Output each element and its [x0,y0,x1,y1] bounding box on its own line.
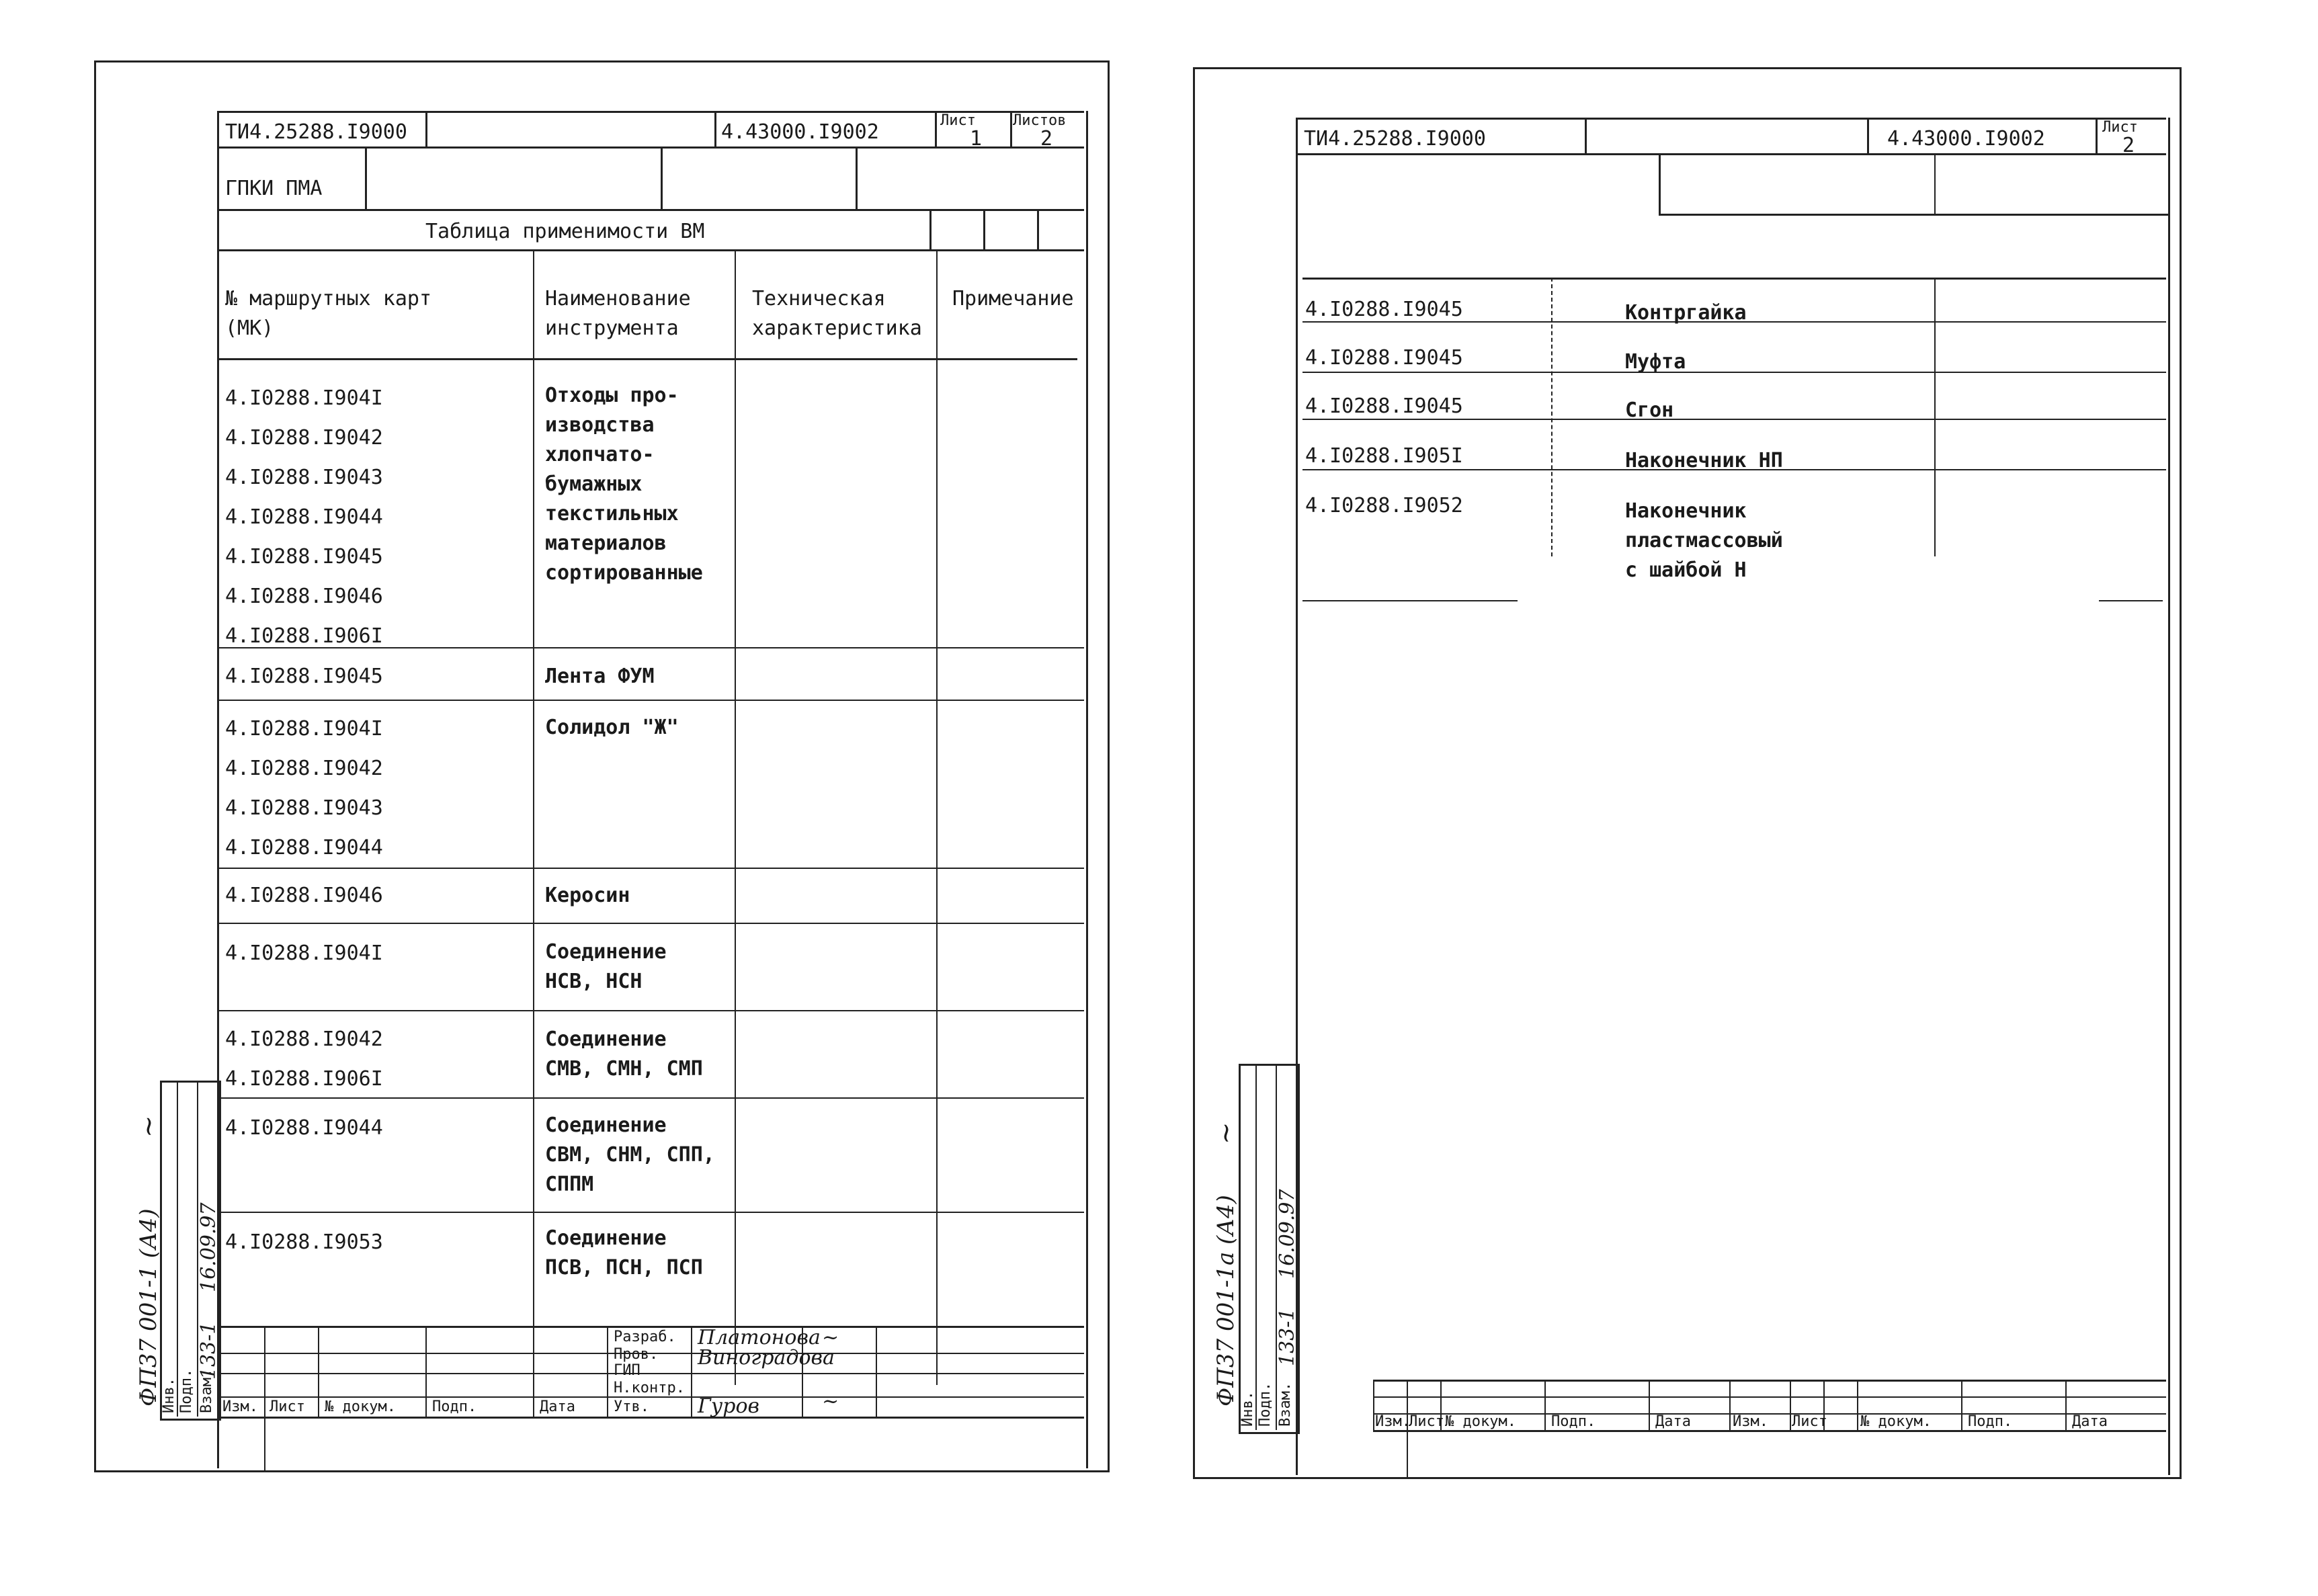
side-label-sign: Подп. [178,1368,195,1413]
sheet-value: 1 [970,127,983,151]
rrow2-code: 4.I0288.I9045 [1305,346,1463,370]
rmargin-code-1: 133-1 [1276,1308,1299,1366]
sheets-value: 2 [1040,127,1053,151]
rfooter-date-1: Дата [1655,1413,1691,1430]
footer-izm: Изм. [222,1398,258,1415]
rrow1-name: Контргайка [1625,301,1747,325]
footer-date: Дата [540,1398,575,1415]
row7-codes: 4.I0288.I9044 [225,1116,383,1140]
margin-note-right: ФП37 001-1а (А4) [1212,1195,1239,1406]
row5-codes: 4.I0288.I904I [225,941,383,965]
margin-code-1: 133-1 [197,1321,220,1380]
stamp-role-norm: Н.контр. [614,1380,685,1396]
footer-list: Лист [270,1398,305,1415]
sheets-label: Листов [1013,112,1067,129]
stamp-name-approve: Гуров [698,1394,759,1418]
rrow4-code: 4.I0288.I905I [1305,444,1463,468]
margin-code-2: 16.09.97 [197,1202,220,1292]
rfooter-doc-1: № докум. [1445,1413,1516,1430]
footer-doc: № докум. [325,1398,396,1415]
footer-sign: Подп. [432,1398,477,1415]
rside-label-sign: Подп. [1257,1382,1274,1427]
row4-codes: 4.I0288.I9046 [225,884,383,907]
col-header-mk: № маршрутных карт (МК) [225,287,432,340]
stamp-name-check: Виноградова [698,1346,835,1370]
header-subbox [1659,153,2168,216]
row8-codes: 4.I0288.I9053 [225,1230,383,1254]
stamp-role-approve: Утв. [614,1398,649,1415]
rrow5-name: Наконечник пластмассовый с шайбой Н [1625,499,1783,582]
signature-2: ~ [822,1390,839,1413]
sheet-label: Лист [940,112,976,129]
doc-code-right: ТИ4.25288.I9000 [1304,127,1486,151]
stamp-role-dev: Разраб. [614,1329,676,1345]
right-sheet [1193,67,2182,1479]
sheet-label-right: Лист [2102,119,2138,136]
rside-label-swap: Взам. [1277,1382,1294,1427]
stamp-role-check: Пров. [614,1346,659,1363]
row6-codes: 4.I0288.I9042 4.I0288.I906I [225,1027,383,1091]
rfooter-date-2: Дата [2072,1413,2108,1430]
margin-signature-right: ~ [1210,1122,1241,1144]
row2-codes: 4.I0288.I9045 [225,665,383,688]
sheet-value-right: 2 [2122,134,2135,157]
col-header-note: Примечание [952,287,1074,310]
rfooter-izm-1: Изм. [1375,1413,1411,1430]
rrow3-code: 4.I0288.I9045 [1305,394,1463,418]
table-title: Таблица применимости ВМ [425,220,705,243]
rfooter-doc-2: № докум. [1860,1413,1932,1430]
row4-name: Керосин [545,884,630,907]
rrow4-name: Наконечник НП [1625,449,1783,472]
rrow2-name: Муфта [1625,350,1686,374]
row1-name: Отходы про- изводства хлопчато- бумажных текстильных материалов сортированные [545,384,703,585]
rfooter-list-2: Лист [1792,1413,1827,1430]
doc-code: ТИ4.25288.I9000 [225,120,407,144]
side-label-swap: Взам. [198,1368,215,1413]
doc-ref-right: 4.43000.I9002 [1887,127,2045,151]
rfooter-izm-2: Изм. [1733,1413,1768,1430]
rrow3-name: Сгон [1625,398,1674,422]
margin-note-left: ФП37 001-1 (А4) [135,1208,162,1406]
left-sheet [94,60,1110,1472]
col-header-name: Наименование инструмента [545,287,691,340]
row3-name: Солидол "Ж" [545,716,679,739]
side-label-inv: Инв. [161,1378,177,1413]
rfooter-sign-2: Подп. [1968,1413,2013,1430]
rmargin-code-2: 16.09.97 [1276,1189,1299,1279]
rfooter-list-1: Лист [1409,1413,1444,1430]
row8-name: Соединение ПСВ, ПСН, ПСП [545,1226,703,1279]
margin-signature-left: ~ [133,1115,164,1138]
rrow5-code: 4.I0288.I9052 [1305,494,1463,517]
stamp-role-gip: ГИП [614,1362,640,1379]
stamp-name-dev: Платонова [698,1326,821,1349]
col-header-tech: Техническая характеристика [752,287,922,340]
row6-name: Соединение СМВ, СМН, СМП [545,1027,703,1081]
row5-name: Соединение НСВ, НСН [545,940,667,993]
signature-1: ~ [822,1326,839,1349]
row3-codes: 4.I0288.I904I 4.I0288.I9042 4.I0288.I9043 4.I0288.I9044 [225,717,383,859]
row1-codes: 4.I0288.I904I 4.I0288.I9042 4.I0288.I9043 4.I0288.I9044 4.I0288.I9045 4.I0288.I9046 4.I0288.I906I [225,386,383,648]
rside-label-inv: Инв. [1239,1391,1256,1427]
rrow1-code: 4.I0288.I9045 [1305,298,1463,321]
row2-name: Лента ФУМ [545,665,655,688]
rfooter-sign-1: Подп. [1551,1413,1596,1430]
org-name: ГПКИ ПМА [225,177,323,200]
doc-ref: 4.43000.I9002 [721,120,879,144]
row7-name: Соединение СВМ, СНМ, СПП, СППМ [545,1114,715,1196]
